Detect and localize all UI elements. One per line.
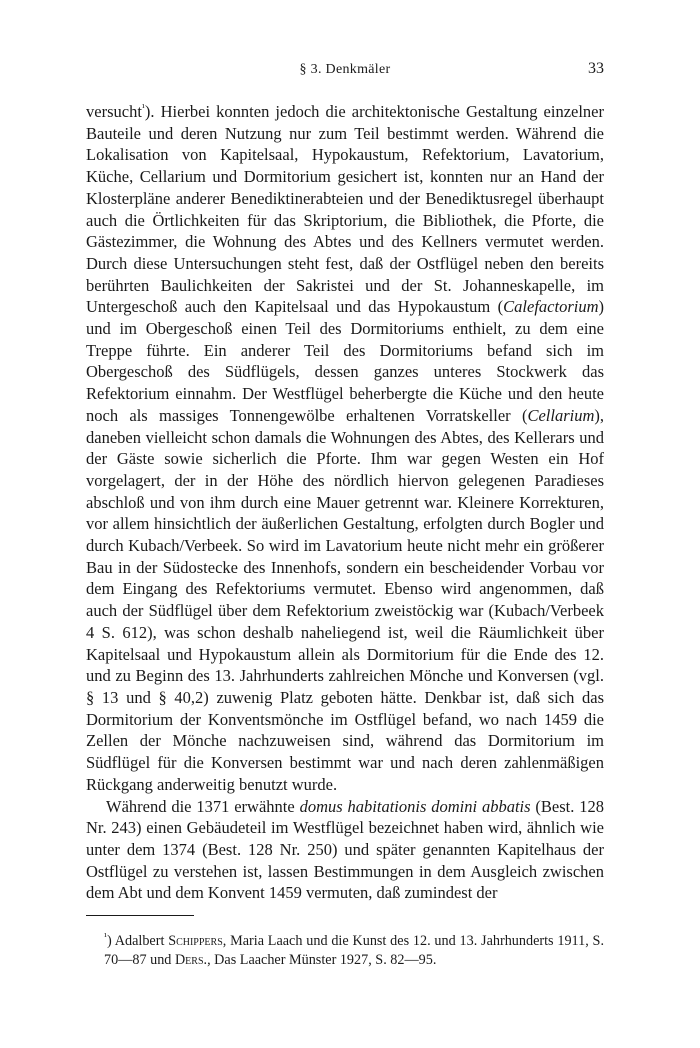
page-header: [86, 62, 604, 82]
text-run: ) und im Obergeschoß einen Teil des Dormitoriums enthielt, zu dem eine Treppe führte. Ein anderer Teil des Dormitoriums befand sich im Obergeschoß des Südflügels, dessen ganzes unteres Stockwerk das Refektorium einnahm. Der Westflügel beherbergte die Küche und den heute noch als massiges Tonnengewölbe erhaltenen Vorratskeller (: [86, 297, 604, 425]
paragraph-1: [86, 101, 604, 796]
text-run: ). Hierbei konnten jedoch die architektonische Gestaltung einzelner Bauteile und deren Nutzung nur zum Teil bestimmt werden. Während die Lokalisation von Kapitelsaal, Hypokaustum, Refektorium, Lavatorium, Küche, Cellarium und Dormitorium gesichert ist, konnten nur an Hand der Klosterpläne anderer Benediktinerabteien und der Benediktusregel überhaupt auch die Örtlichkeiten für das Skriptorium, die Bibliothek, die Pforte, die Gästezimmer, die Wohnung des Abtes und des Kellners vermutet werden. Durch diese Untersuchungen steht fest, daß der Ostflügel neben den bereits berührten Baulichkeiten der Sakristei und der St. Johanneskapelle, im Untergeschoß auch den Kapitelsaal und das Hypokaustum (: [86, 102, 604, 317]
page-number: 33: [588, 60, 604, 77]
text-run: versucht: [86, 102, 142, 121]
paragraph-2: [86, 796, 604, 905]
running-head: § 3. Denkmäler: [299, 62, 391, 77]
italic-term: Calefactorium: [503, 297, 599, 317]
author-abbrev: Ders.: [174, 952, 208, 968]
footnote: [86, 932, 604, 970]
italic-term: Cellarium: [527, 405, 595, 425]
text-run: , Das Laacher Münster 1927, S. 82—95.: [207, 952, 437, 968]
footnote-divider: [86, 915, 194, 916]
author-name: Schippers: [168, 933, 223, 949]
footnote-ref: ¹: [141, 102, 145, 114]
text-run: ), daneben vielleicht schon damals die Wohnungen des Abtes, des Kellerars und der Gäste sowie sicherlich die Pforte. Ihm war gegen Westen ein Hof vorgelagert, der in der Höhe des nördlich hiervon gelegenen Paradieses abschloß und von ihm durch eine Mauer getrennt war. Kleinere Korrekturen, vor allem hinsichtlich der äußerlichen Gestaltung, erfolgten durch Bogler und durch Kubach/Verbeek. So wird im Lavatorium heute nicht mehr ein größerer Bau in der Südostecke des Innenhofs, sondern ein bescheidender Vorbau vor dem Eingang des Refektoriums vermutet. Ebenso wird angenommen, daß auch der Südflügel über dem Refektorium zweistöckig war (Kubach/Verbeek 4 S. 612), was schon deshalb naheliegend ist, weil die Räumlichkeit über Kapitelsaal und Hypokaustum allein als Dormitorium für die Ende des 12. und zu Beginn des 13. Jahrhunderts zahlreichen Mönche und Konversen (vgl. § 13 und § 40,2) zuwenig Platz geboten hätte. Denkbar ist, daß sich das Dormitorium der Konventsmönche im Ostflügel befand, wo nach 1459 die Zellen der Mönche nachzuweisen sind, während das Dormitorium im Südflügel für die Konversen bestimmt war und nach deren zahlenmäßigen Rückgang anderweitig benutzt wurde.: [86, 405, 604, 794]
footnote-marker: ¹: [104, 931, 107, 943]
text-run: Während die 1371 erwähnte: [106, 796, 300, 816]
main-text: [86, 101, 604, 904]
text-run: ) Adalbert: [107, 933, 169, 949]
text-run: , Maria Laach und die Kunst des 12. und 13. Jahrhunderts 1911, S. 70—87 und: [104, 933, 604, 968]
text-run: (Best. 128 Nr. 243) einen Gebäudeteil im Westflügel bezeichnet haben wird, ähnlich wie unter dem 1374 (Best. 128 Nr. 250) und später genannten Kapitelhaus der Ostflügel zu verstehen ist, lassen Bestimmungen in dem Ausgleich zwischen dem Abt und dem Konvent 1459 vermuten, daß zumindest der: [86, 796, 604, 903]
italic-term: domus habitationis domini abbatis: [299, 796, 531, 816]
